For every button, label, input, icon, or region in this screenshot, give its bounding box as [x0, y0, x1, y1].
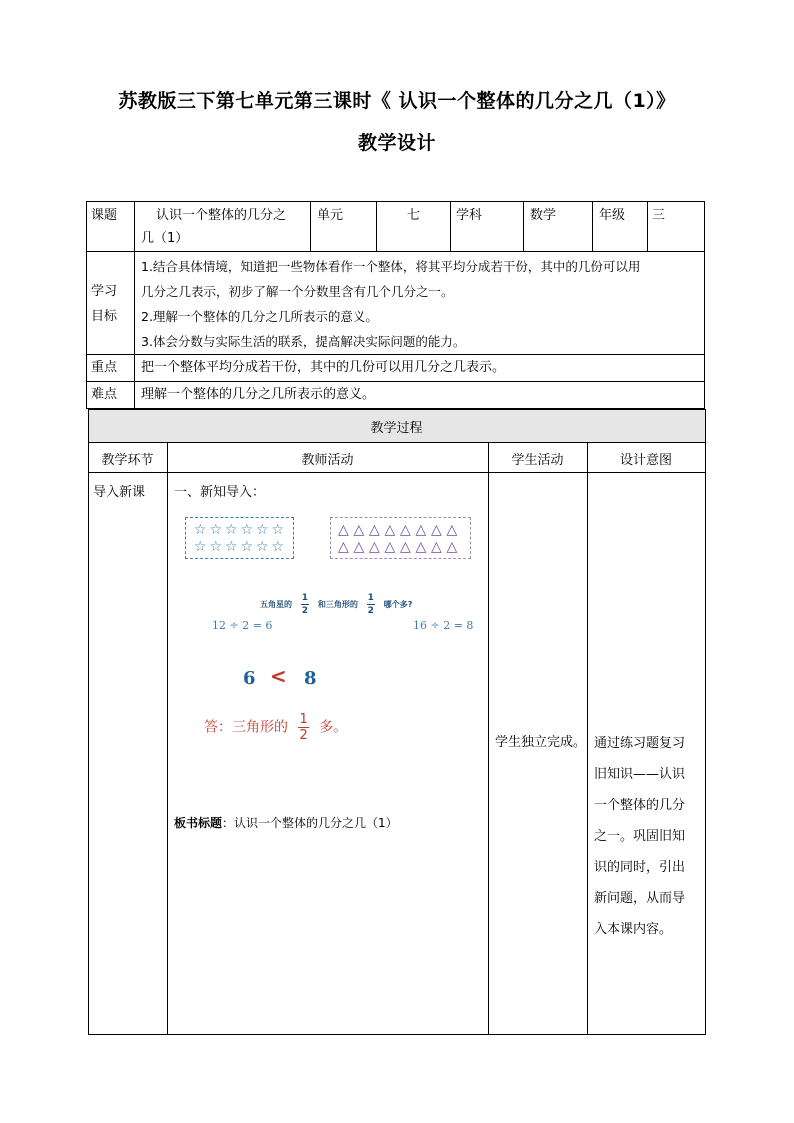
difficulty-label: 难点: [91, 387, 118, 402]
design-intent-line: 新问题，从而导: [594, 891, 686, 906]
star-icon: ☆: [271, 539, 285, 555]
design-intent-line: 旧知识——认识: [594, 767, 686, 782]
subject-label: 学科: [456, 208, 483, 223]
star-icon: ☆: [225, 539, 238, 555]
subject-value: 数学: [530, 208, 557, 223]
triangle-icon: △: [446, 539, 458, 555]
shape-row: [194, 538, 287, 555]
triangle-icon: △: [431, 522, 442, 538]
equation-triangles: 16 ÷ 2 = 8: [413, 619, 474, 632]
fraction-half-icon: $\frac{1}{2}$: [299, 712, 308, 743]
key-point-label: 重点: [91, 360, 118, 375]
star-icon: ☆: [240, 539, 254, 555]
shape-row: [194, 521, 287, 538]
col-teacher-header: 教师活动: [301, 453, 354, 468]
unit-label: 单元: [317, 208, 344, 223]
design-intent-line: 入本课内容。: [594, 922, 673, 937]
compare-left-value: 6: [243, 668, 256, 689]
triangle-icon: △: [431, 539, 442, 555]
grade-value: 三: [652, 208, 666, 223]
topic-value-line2: 几（1）: [141, 231, 189, 246]
unit-value: 七: [407, 208, 421, 223]
triangle-icon: △: [353, 539, 365, 555]
triangle-icon: △: [446, 522, 458, 538]
triangle-icon: △: [415, 539, 427, 555]
grade-label: 年级: [599, 208, 626, 223]
triangle-icon: △: [338, 522, 349, 538]
triangle-icon: △: [369, 522, 380, 538]
star-icon: ☆: [209, 522, 223, 538]
goal-label-line1: 学习: [91, 284, 118, 299]
design-intent: [594, 728, 702, 945]
fraction-half-icon: $\frac{1}{2}$: [367, 593, 374, 616]
design-intent-line: 一个整体的几分: [594, 798, 686, 813]
topic-value-line1: 认识一个整体的几分之: [156, 208, 287, 223]
star-icon: ☆: [271, 522, 285, 538]
student-activity: 学生独立完成。: [495, 735, 587, 750]
col-student-header: 学生活动: [511, 453, 564, 468]
design-intent-line: 之一。巩固旧知: [594, 829, 686, 844]
triangles-box: [330, 517, 471, 559]
star-icon: ☆: [256, 539, 269, 555]
key-point-value: 把一个整体平均分成若干份，其中的几份可以用几分之几表示。: [141, 360, 506, 375]
shape-row: [338, 521, 462, 538]
stars-box: [185, 517, 294, 559]
design-intent-line: 通过练习题复习: [594, 736, 686, 751]
less-than-icon: <: [270, 664, 287, 688]
board-title-value: ：认识一个整体的几分之几（1）: [222, 816, 398, 830]
compare-right-value: 8: [304, 668, 317, 689]
triangle-icon: △: [400, 522, 411, 538]
answer-line: [204, 712, 347, 743]
fraction-half-icon: $\frac{1}{2}$: [301, 593, 309, 616]
shape-row: [338, 538, 462, 555]
triangle-icon: △: [338, 539, 349, 555]
stage-label: 导入新课: [93, 485, 146, 500]
triangle-icon: △: [384, 539, 396, 555]
col-stage-header: 教学环节: [101, 453, 154, 468]
goal-2: 2.理解一个整体的几分之几所表示的意义。: [141, 309, 378, 324]
star-icon: ☆: [194, 522, 207, 538]
answer-part-a: 答：三角形的: [204, 719, 288, 736]
goal-3: 3.体会分数与实际生活的联系，提高解决实际问题的能力。: [141, 334, 466, 349]
star-icon: ☆: [240, 522, 254, 538]
document-title: 苏教版三下第七单元第三课时《 认识一个整体的几分之几（1）》: [118, 90, 676, 112]
goal-label-line2: 目标: [91, 309, 118, 324]
star-icon: ☆: [225, 522, 238, 538]
board-title: [174, 814, 398, 831]
triangle-icon: △: [415, 522, 427, 538]
process-header: 教学过程: [370, 421, 423, 436]
goal-1-line2: 几分之几表示，初步了解一个分数里含有几个几分之一。: [141, 284, 454, 299]
design-intent-line: 识的同时，引出: [594, 860, 686, 875]
star-icon: ☆: [256, 522, 269, 538]
triangle-icon: △: [353, 522, 365, 538]
goal-1-line1: 1.结合具体情境，知道把一些物体看作一个整体，将其平均分成若干份，其中的几份可以用: [141, 259, 641, 274]
star-icon: ☆: [194, 539, 207, 555]
triangle-icon: △: [384, 522, 396, 538]
triangle-icon: △: [369, 539, 380, 555]
star-icon: ☆: [209, 539, 223, 555]
question-part-a: 五角星的: [260, 600, 292, 609]
comparison-question: [260, 592, 412, 617]
answer-part-b: 多。: [319, 719, 348, 736]
question-part-c: 哪个多?: [383, 600, 413, 609]
equation-stars: 12 ÷ 2 = 6: [212, 619, 273, 632]
question-part-b: 和三角形的: [317, 600, 358, 609]
col-design-header: 设计意图: [619, 453, 672, 468]
difficulty-value: 理解一个整体的几分之几所表示的意义。: [141, 387, 376, 402]
document-subtitle: 教学设计: [357, 132, 436, 154]
topic-label: 课题: [91, 208, 118, 223]
triangle-icon: △: [400, 539, 411, 555]
section-title: 一、新知导入：: [174, 485, 266, 500]
board-title-label: 板书标题: [174, 816, 223, 830]
